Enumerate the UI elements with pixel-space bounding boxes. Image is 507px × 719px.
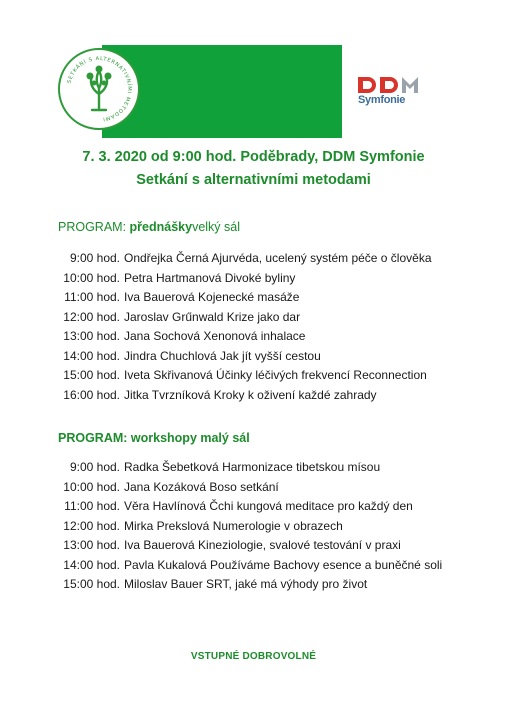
ddm-symfonie-logo — [358, 77, 428, 113]
item-time: 11:00 hod. — [64, 499, 120, 513]
program2-heading: PROGRAM: workshopy malý sál — [58, 431, 250, 445]
item-text: Miloslav Bauer SRT, jaké má výhody pro život — [124, 577, 368, 591]
list-item — [0, 310, 507, 330]
list-item — [0, 577, 507, 597]
item-time: 15:00 hod. — [63, 577, 120, 591]
item-text: Radka Šebetková Harmonizace tibetskou mísou — [124, 460, 381, 474]
event-date-place: 7. 3. 2020 od 9:00 hod. Poděbrady, DDM Symfonie — [82, 149, 425, 165]
list-item — [0, 290, 507, 310]
item-time: 10:00 hod. — [63, 270, 120, 285]
item-time: 11:00 hod. — [64, 290, 120, 304]
ddm-name: Symfonie — [358, 94, 406, 106]
item-time: 15:00 hod. — [63, 368, 120, 382]
item-text: Mirka Prekslová Numerologie v obrazech — [124, 518, 343, 533]
list-item — [0, 480, 507, 500]
program1-prefix: PROGRAM: — [58, 220, 130, 234]
item-text: Jaroslav Grűnwald Krize jako dar — [124, 309, 301, 324]
list-item — [0, 538, 507, 558]
list-item — [0, 329, 507, 349]
item-time: 9:00 hod. — [69, 251, 120, 265]
list-item — [0, 558, 507, 578]
item-time: 16:00 hod. — [63, 387, 120, 402]
item-text: Iva Bauerová Kojenecké masáže — [124, 290, 300, 304]
item-text: Jindra Chuchlová Jak jít vyšší cestou — [124, 348, 321, 363]
list-item — [0, 388, 507, 408]
item-time: 12:00 hod. — [63, 518, 120, 533]
item-text: Iveta Skřivanová Účinky léčivých frekvencí Reconnection — [124, 368, 427, 382]
item-text: Ondřejka Černá Ajurvéda, ucelený systém péče o člověka — [124, 251, 432, 265]
program2-list — [0, 460, 507, 597]
program1-list — [0, 251, 507, 407]
list-item — [0, 499, 507, 519]
item-text: Jitka Tvrzníková Kroky k oživení každé zahrady — [124, 387, 377, 402]
item-text: Věra Havlínová Čchi kungová meditace pro každý den — [124, 499, 413, 513]
item-time: 14:00 hod. — [63, 348, 120, 363]
program1-heading — [58, 220, 240, 234]
list-item — [0, 271, 507, 291]
header — [58, 45, 450, 140]
list-item — [0, 251, 507, 271]
item-text: Iva Bauerová Kineziologie, svalové testování v praxi — [124, 538, 401, 552]
item-time: 10:00 hod. — [63, 479, 120, 494]
item-time: 13:00 hod. — [63, 329, 120, 343]
admission-note: VSTUPNÉ DOBROVOLNÉ — [190, 651, 317, 662]
list-item — [0, 519, 507, 539]
item-time: 9:00 hod. — [69, 460, 120, 474]
list-item — [0, 349, 507, 369]
list-item — [0, 460, 507, 480]
item-text: Jana Sochová Xenonová inhalace — [124, 329, 306, 343]
tree-logo — [58, 48, 140, 130]
item-time: 12:00 hod. — [63, 309, 120, 324]
ddm-letters-icon — [358, 77, 428, 93]
item-text: Pavla Kukalová Používáme Bachovy esence a buněčné soli — [124, 557, 443, 572]
item-time: 13:00 hod. — [63, 538, 120, 552]
item-text: Jana Kozáková Boso setkání — [124, 479, 279, 494]
item-time: 14:00 hod. — [63, 557, 120, 572]
program1-title-bold: přednášky — [129, 220, 193, 234]
tree-icon — [60, 50, 138, 128]
program1-title-rest: velký sál — [192, 220, 241, 234]
logo-ring-text: SETKÁNÍ S ALTERNATIVNÍMI METODAMI — [66, 55, 133, 122]
event-title: Setkání s alternativními metodami — [136, 172, 371, 188]
list-item — [0, 368, 507, 388]
item-text: Petra Hartmanová Divoké byliny — [124, 270, 296, 285]
